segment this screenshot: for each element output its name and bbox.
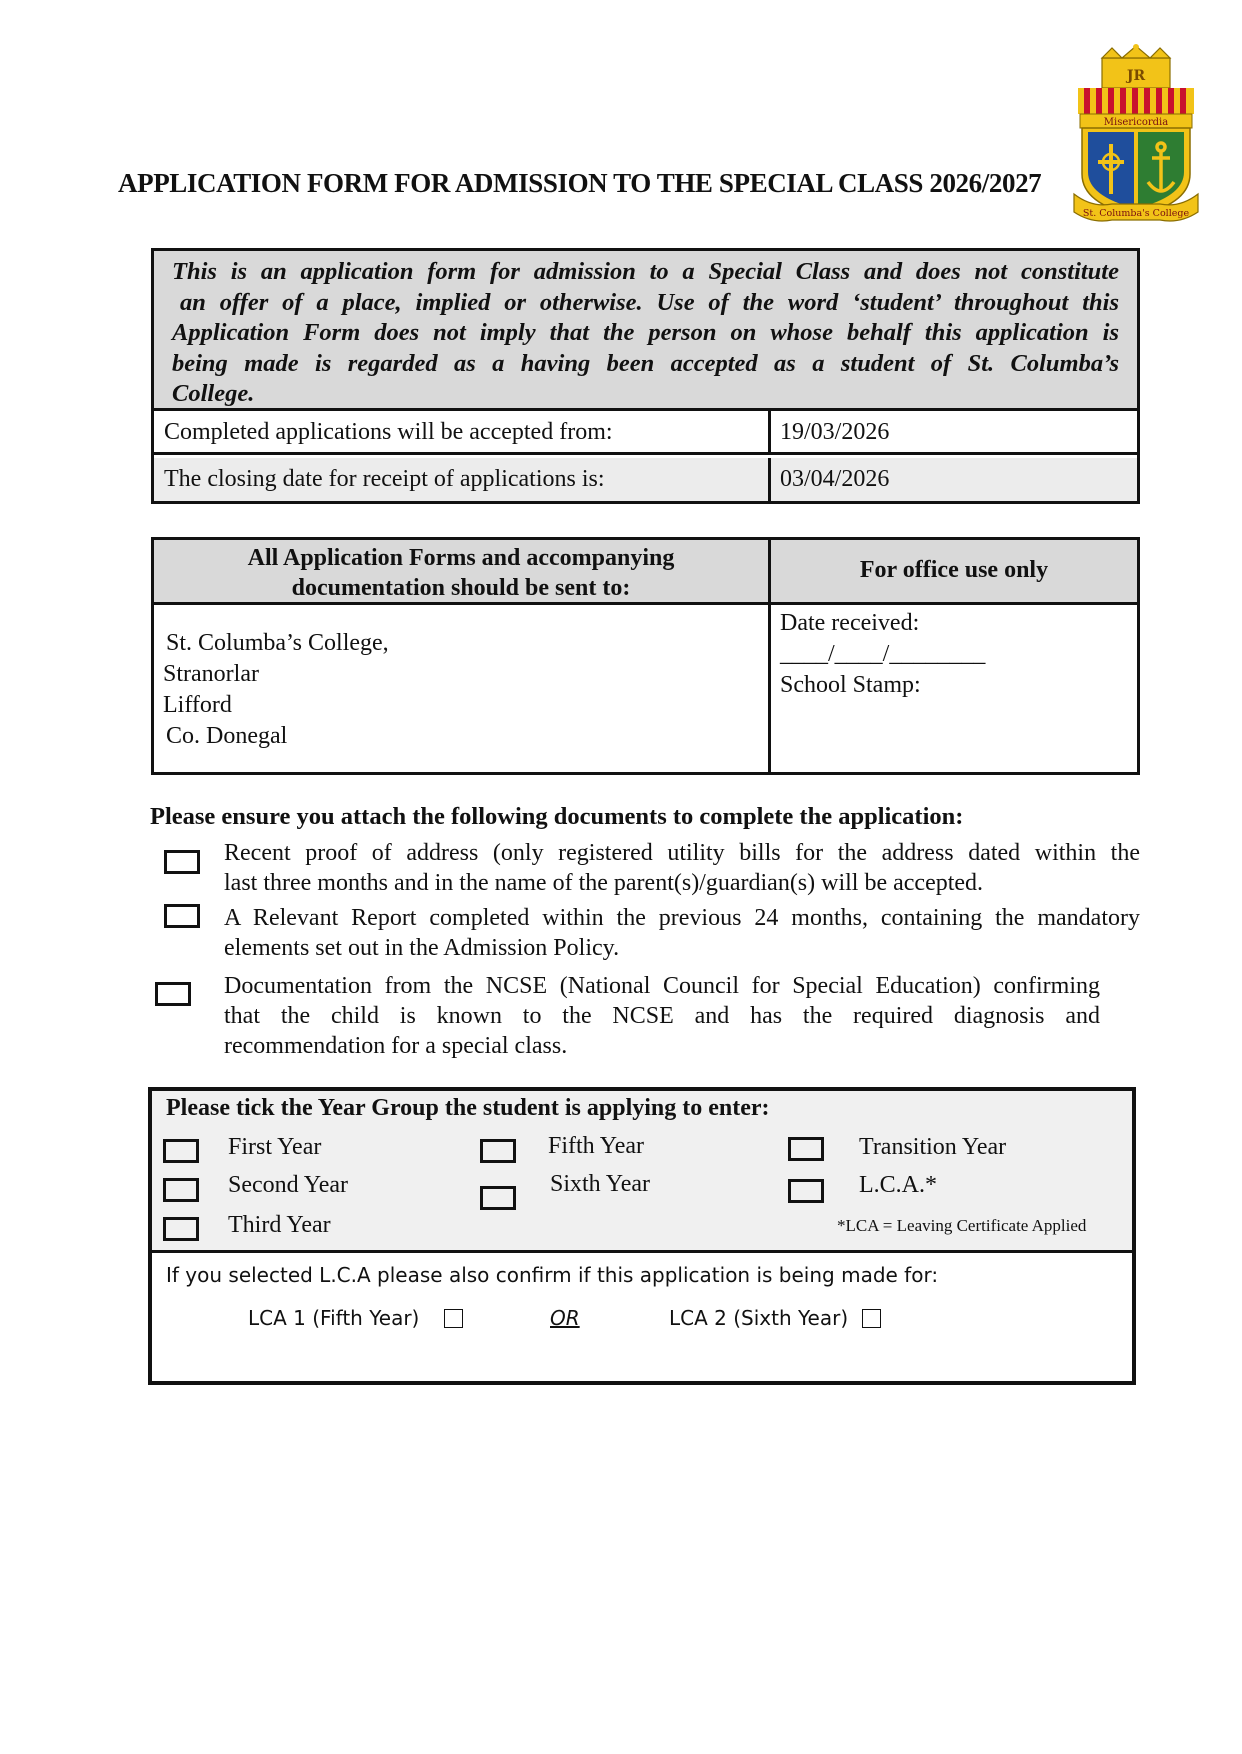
accepted-from-date: 19/03/2026 — [780, 419, 890, 445]
send-to-heading-line: documentation should be sent to: — [291, 575, 631, 601]
school-address — [163, 628, 389, 752]
closing-date-row — [154, 458, 1137, 501]
or-label: OR — [550, 1306, 580, 1330]
document-item-line: A Relevant Report completed within the previous 24 months, containing the mandatory — [224, 905, 1140, 931]
address-line: Stranorlar — [163, 661, 259, 687]
lca-footnote: *LCA = Leaving Certificate Applied — [837, 1216, 1087, 1235]
document-item-proof-of-address — [224, 838, 1140, 898]
transition-year-checkbox[interactable] — [788, 1137, 824, 1161]
document-item-line: recommendation for a special class. — [224, 1033, 568, 1059]
form-title: APPLICATION FORM FOR ADMISSION TO THE SPECIAL CLASS 2026/2027 — [118, 168, 1042, 198]
lca-checkbox[interactable] — [788, 1179, 824, 1203]
date-received-field[interactable]: ____/____/________ — [780, 641, 986, 667]
relevant-report-checkbox[interactable] — [164, 904, 200, 928]
office-use-heading: For office use only — [859, 557, 1049, 583]
date-received-label: Date received: — [780, 610, 920, 636]
notice-line: This is an application form for admission to a Special Class and does not constitute — [172, 258, 1119, 285]
notice-table — [151, 248, 1140, 504]
notice-line: College. — [172, 380, 255, 407]
address-table-header — [154, 540, 1137, 605]
fifth-year-label: Fifth Year — [548, 1133, 645, 1159]
address-line: Lifford — [163, 692, 232, 718]
lca2-checkbox[interactable] — [862, 1309, 881, 1328]
lca1-label: LCA 1 (Fifth Year) — [248, 1306, 420, 1330]
lca2-label: LCA 2 (Sixth Year) — [669, 1306, 849, 1330]
school-crest-icon — [1072, 44, 1200, 226]
office-use-fields — [780, 608, 985, 701]
closing-date-value: 03/04/2026 — [780, 466, 890, 492]
second-year-checkbox[interactable] — [163, 1178, 199, 1202]
document-item-line: that the child is known to the NCSE and has the required diagnosis and — [224, 1003, 1100, 1029]
accepted-from-row — [154, 411, 1137, 455]
address-line: St. Columba’s College, — [166, 630, 389, 656]
crest-monogram: JR — [1126, 68, 1146, 84]
document-item-line: Recent proof of address (only registered utility bills for the address dated within the — [224, 840, 1140, 866]
year-group-options — [152, 1091, 1132, 1253]
document-item-relevant-report — [224, 903, 1140, 963]
fifth-year-checkbox[interactable] — [480, 1139, 516, 1163]
year-group-heading: Please tick the Year Group the student is applying to enter: — [166, 1095, 770, 1121]
first-year-checkbox[interactable] — [163, 1139, 199, 1163]
first-year-label: First Year — [228, 1134, 322, 1160]
school-stamp-label: School Stamp: — [780, 672, 921, 698]
address-line: Co. Donegal — [166, 723, 288, 749]
third-year-checkbox[interactable] — [163, 1217, 199, 1241]
document-item-ncse — [224, 971, 1100, 1061]
send-to-heading — [154, 543, 768, 603]
third-year-label: Third Year — [228, 1212, 331, 1238]
crest-motto: Misericordia — [1103, 117, 1169, 128]
second-year-label: Second Year — [228, 1172, 348, 1198]
sixth-year-label: Sixth Year — [550, 1171, 651, 1197]
ncse-documentation-checkbox[interactable] — [155, 982, 191, 1006]
lca-confirm-text: If you selected L.C.A please also confirm if this application is being made for: — [166, 1263, 939, 1287]
year-group-table — [148, 1087, 1136, 1385]
notice-line: an offer of a place, implied or otherwise. Use of the word ‘student’ throughout this — [180, 288, 1119, 316]
send-to-heading-line: All Application Forms and accompanying — [247, 545, 675, 571]
document-item-line: Documentation from the NCSE (National Council for Special Education) confirming — [224, 973, 1100, 999]
document-item-line: last three months and in the name of the parent(s)/guardian(s) will be accepted. — [224, 870, 984, 896]
notice-line: Application Form does not imply that the person on whose behalf this application is — [172, 319, 1119, 346]
crown-icon — [1102, 44, 1170, 88]
notice-text — [154, 251, 1137, 411]
documents-heading: Please ensure you attach the following documents to complete the application: — [150, 803, 964, 830]
lca1-checkbox[interactable] — [444, 1309, 463, 1328]
notice-line: being made is regarded as a having been accepted as a student of St. Columba’s — [172, 349, 1119, 377]
lca-label: L.C.A.* — [859, 1172, 937, 1198]
sixth-year-checkbox[interactable] — [480, 1186, 516, 1210]
closing-date-label: The closing date for receipt of applications is: — [164, 466, 605, 492]
transition-year-label: Transition Year — [859, 1134, 1007, 1160]
proof-of-address-checkbox[interactable] — [164, 850, 200, 874]
crest-scroll-text: St. Columba's College — [1082, 208, 1190, 219]
address-table — [151, 537, 1140, 775]
accepted-from-label: Completed applications will be accepted from: — [164, 419, 613, 445]
document-item-line: elements set out in the Admission Policy. — [224, 935, 620, 961]
